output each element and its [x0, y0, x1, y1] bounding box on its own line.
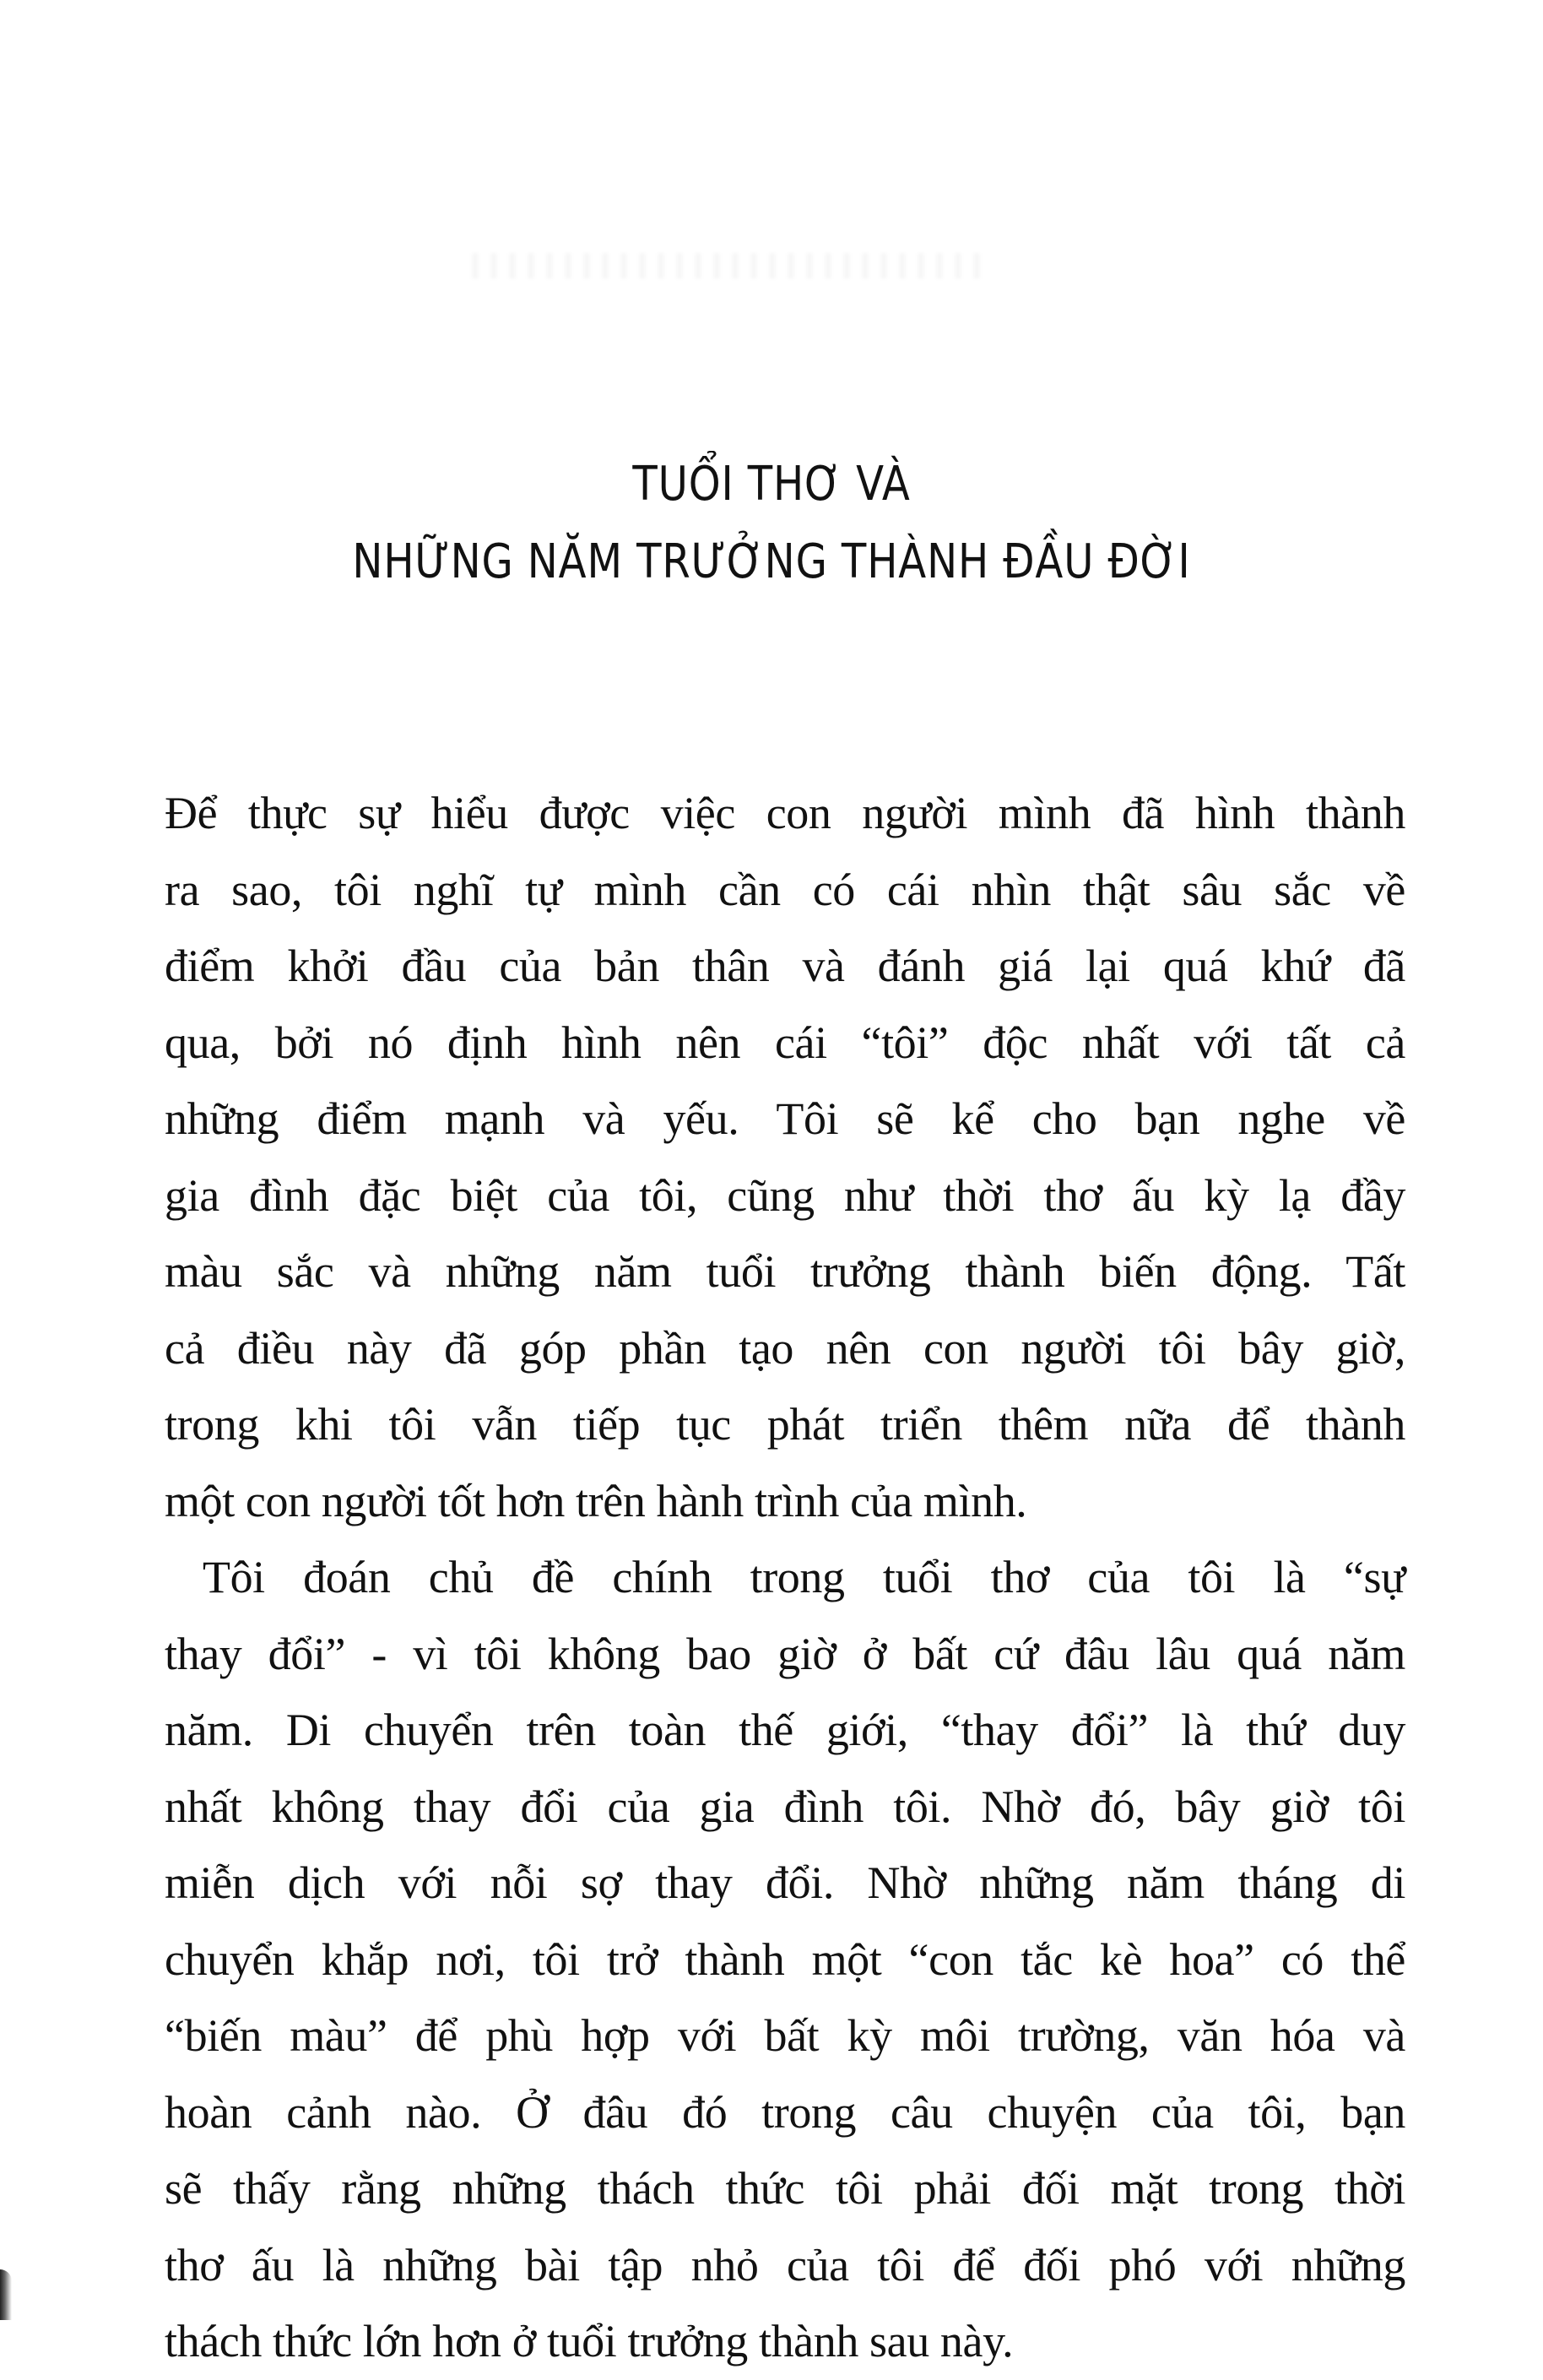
text-line: điểm khởi đầu của bản thân và đánh giá lại quá khứ đã [165, 941, 1405, 991]
text-line: ra sao, tôi nghĩ tự mình cần có cái nhìn thật sâu sắc về [165, 864, 1405, 915]
text-line: một con người tốt hơn trên hành trình của mình. [165, 1475, 1027, 1526]
text-line: thơ ấu là những bài tập nhỏ của tôi để đối phó với những [165, 2239, 1405, 2291]
text-line: thay đổi” - vì tôi không bao giờ ở bất cứ đâu lâu quá năm [165, 1628, 1405, 1679]
chapter-title-line-2: NHỮNG NĂM TRƯỞNG THÀNH ĐẦU ĐỜI [352, 534, 1191, 589]
text-line: năm. Di chuyển trên toàn thế giới, “thay đổi” là thứ duy [165, 1705, 1405, 1755]
text-line: Tôi đoán chủ đề chính trong tuổi thơ của tôi là “sự [203, 1552, 1405, 1602]
paragraph-2 [165, 1539, 1405, 2380]
bleed-through-artifact [473, 253, 979, 279]
text-line: qua, bởi nó định hình nên cái “tôi” độc nhất với tất cả [165, 1017, 1405, 1068]
text-line: Để thực sự hiểu được việc con người mình đã hình thành [165, 788, 1405, 838]
chapter-body [165, 775, 1405, 2380]
text-line: “biến màu” để phù hợp với bất kỳ môi trường, văn hóa và [165, 2010, 1405, 2061]
text-line: cả điều này đã góp phần tạo nên con người tôi bây giờ, [165, 1322, 1405, 1374]
text-line: miễn dịch với nỗi sợ thay đổi. Nhờ những năm tháng di [165, 1857, 1405, 1908]
text-line: thách thức lớn hơn ở tuổi trưởng thành sau này. [165, 2316, 1014, 2366]
text-line: màu sắc và những năm tuổi trưởng thành biến động. Tất [165, 1246, 1405, 1297]
scan-edge-artifact [0, 2269, 12, 2320]
paragraph-1 [165, 775, 1405, 1539]
chapter-title [108, 446, 1435, 601]
text-line: gia đình đặc biệt của tôi, cũng như thời thơ ấu kỳ lạ đầy [165, 1169, 1405, 1221]
text-line: trong khi tôi vẫn tiếp tục phát triển thêm nữa để thành [165, 1399, 1405, 1450]
text-line: hoàn cảnh nào. Ở đâu đó trong câu chuyện của tôi, bạn [165, 2086, 1405, 2138]
text-line: sẽ thấy rằng những thách thức tôi phải đối mặt trong thời [165, 2163, 1405, 2214]
text-line: nhất không thay đổi của gia đình tôi. Nhờ đó, bây giờ tôi [165, 1781, 1405, 1832]
text-line: chuyển khắp nơi, tôi trở thành một “con tắc kè hoa” có thể [165, 1933, 1405, 1985]
text-line: những điểm mạnh và yếu. Tôi sẽ kể cho bạn nghe về [165, 1093, 1405, 1144]
chapter-title-line-1: TUỔI THƠ VÀ [632, 456, 911, 512]
